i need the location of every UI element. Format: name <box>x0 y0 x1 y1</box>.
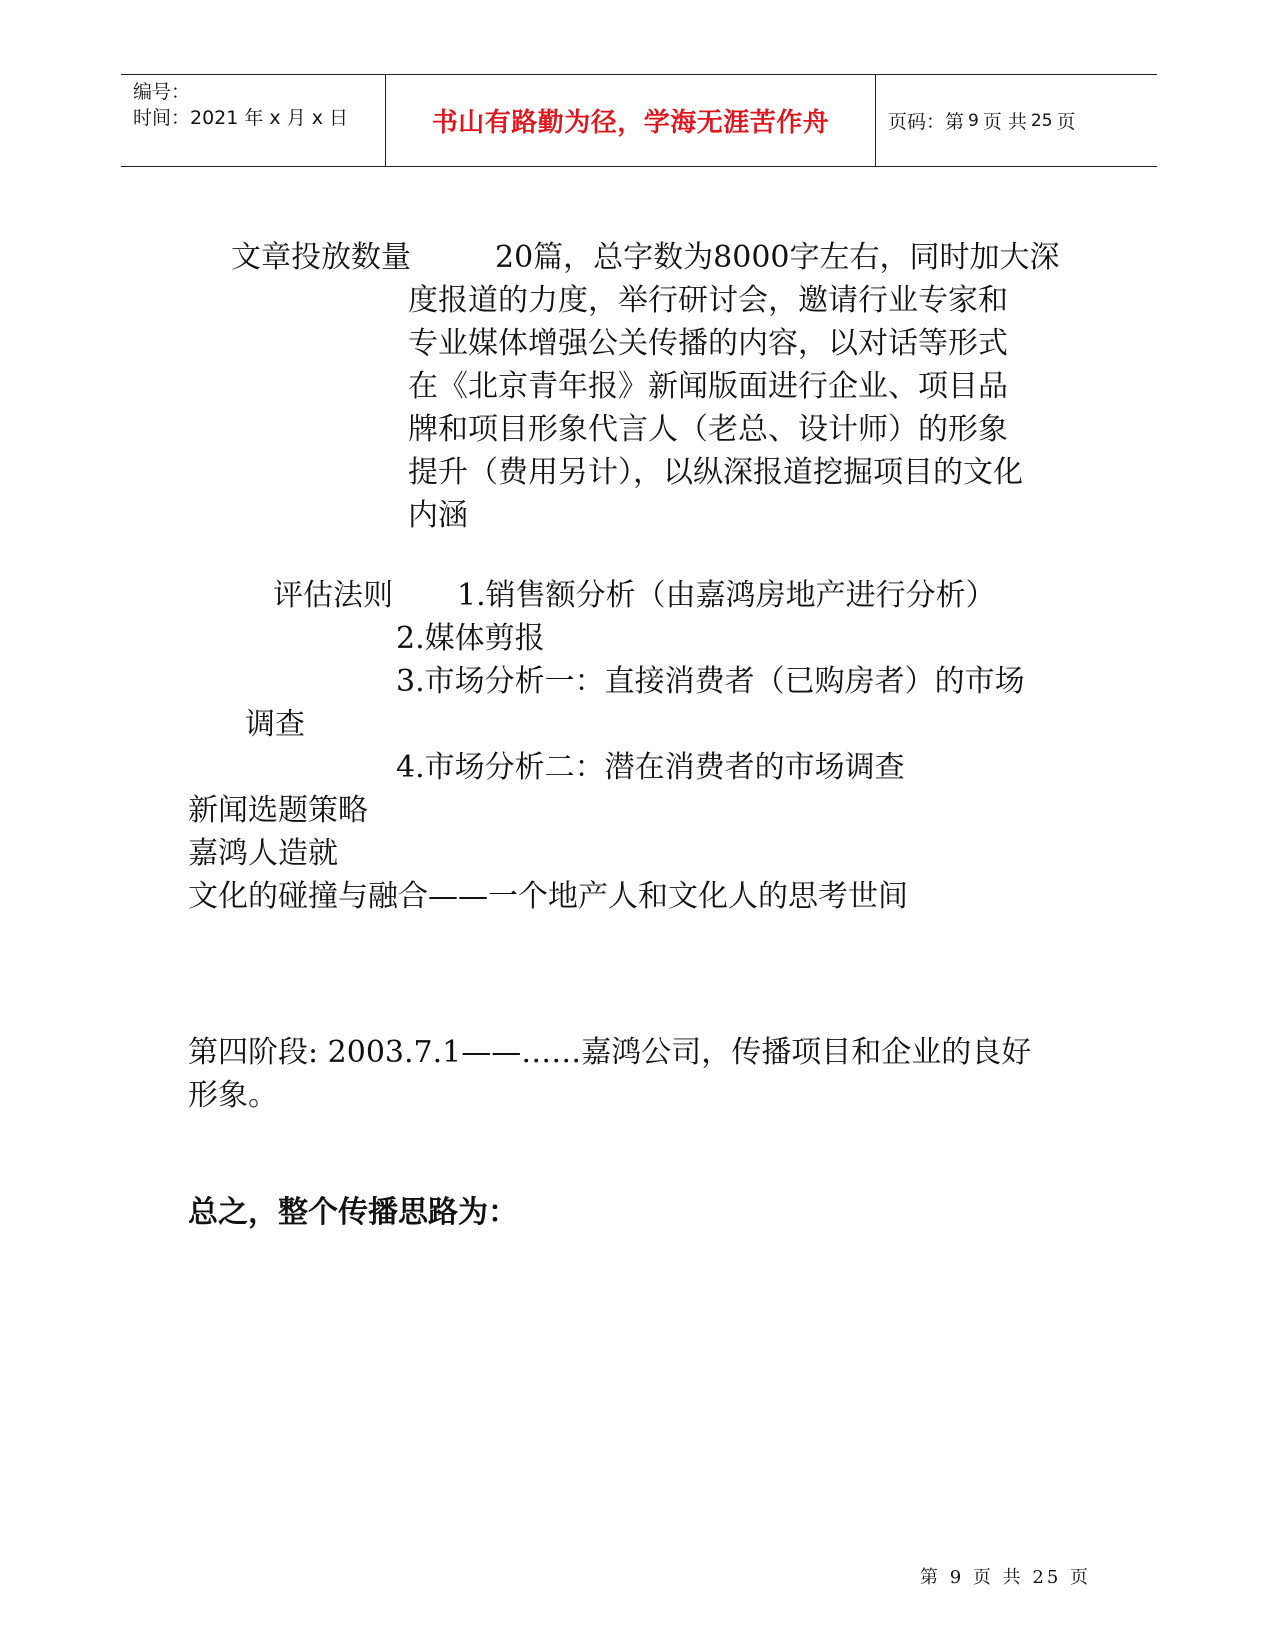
article-line: 内涵 <box>408 498 468 533</box>
page-end: 页 <box>1056 111 1076 133</box>
evaluation-label: 评估法则 <box>273 578 393 613</box>
article-line: 度报道的力度，举行研讨会，邀请行业专家和 <box>408 283 1008 318</box>
header-meta <box>121 75 386 166</box>
article-line: 牌和项目形象代言人（老总、设计师）的形象 <box>408 412 1008 447</box>
page-header <box>121 74 1157 167</box>
page-mid: 页 共 <box>982 111 1027 133</box>
news-topics-heading: 新闻选题策略 <box>188 793 368 828</box>
article-line: 在《北京青年报》新闻版面进行企业、项目品 <box>408 369 1008 404</box>
stage4-line: 形象。 <box>188 1078 278 1113</box>
article-line: 提升（费用另计），以纵深报道挖掘项目的文化 <box>408 455 1023 490</box>
page-label: 页码：第 <box>888 111 965 133</box>
motto: 书山有路勤为径，学海无涯苦作舟 <box>431 108 830 138</box>
number-label: 编号： <box>133 81 191 103</box>
page-number: 9 <box>968 110 979 131</box>
evaluation-item: 4.市场分析二：潜在消费者的市场调查 <box>396 750 905 785</box>
date-line: 时间：2021 年 x 月 x 日 <box>133 107 349 129</box>
evaluation-item-continued: 调查 <box>245 707 305 742</box>
page-total: 25 <box>1030 110 1053 131</box>
summary-heading: 总之，整个传播思路为： <box>188 1195 518 1230</box>
page-footer: 第 9 页 共 25 页 <box>920 1567 1091 1588</box>
article-line: 专业媒体增强公关传播的内容，以对话等形式 <box>408 326 1008 361</box>
evaluation-item: 3.市场分析一：直接消费者（已购房者）的市场 <box>396 664 1025 699</box>
news-topic: 文化的碰撞与融合——一个地产人和文化人的思考世间 <box>188 879 908 914</box>
stage4-line: 第四阶段: 2003.7.1——……嘉鸿公司，传播项目和企业的良好 <box>188 1035 1032 1070</box>
header-motto-cell <box>386 75 876 166</box>
evaluation-item: 2.媒体剪报 <box>396 621 545 656</box>
article-count: 20篇，总字数为8000字左右，同时加大深 <box>495 240 1060 275</box>
header-page-info <box>876 75 1157 166</box>
article-label: 文章投放数量 <box>231 240 411 275</box>
news-topic: 嘉鸿人造就 <box>188 836 338 871</box>
evaluation-item: 1.销售额分析（由嘉鸿房地产进行分析） <box>457 578 996 613</box>
